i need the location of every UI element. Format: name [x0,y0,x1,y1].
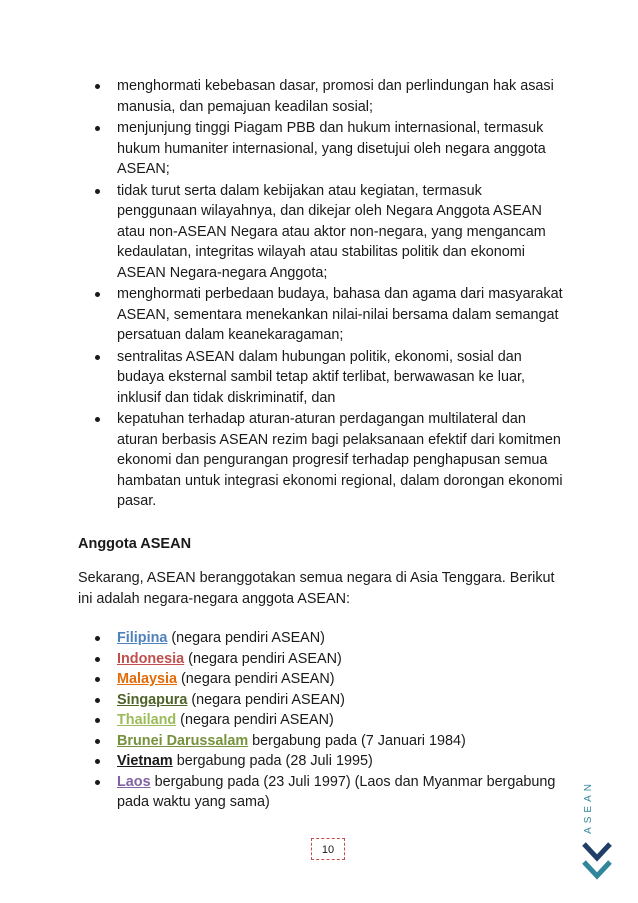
country-link-thailand[interactable]: Thailand [117,712,177,728]
list-item-text: menghormati perbedaan budaya, bahasa dan agama dari masyarakat ASEAN, sementara menekankan nilai-nilai bersama dalam semangat persatuan dalam keanekaragaman; [117,286,563,343]
country-link-indonesia[interactable]: Indonesia [117,650,185,667]
member-note: (negara pendiri ASEAN) [187,691,345,708]
principles-list [83,76,563,513]
list-item-text: sentralitas ASEAN dalam hubungan politik, ekonomi, sosial dan budaya eksternal sambil tetap aktif terlibat, berwawasan ke luar, inklusif dan tidak diskriminatif, dan [117,348,525,406]
member-item [83,710,563,731]
bullet-icon [95,417,100,422]
double-chevron-down-icon [581,840,613,884]
bullet-icon [95,636,100,641]
member-item [83,628,563,649]
list-item [83,76,563,117]
bullet-icon [95,759,100,764]
bullet-icon [95,84,100,89]
list-item [83,347,563,409]
country-link-vietnam[interactable]: Vietnam [117,753,173,769]
member-item [83,772,563,813]
list-item [83,409,563,512]
member-note: bergabung pada (7 Januari 1984) [248,732,466,749]
bullet-icon [95,718,100,723]
member-item [83,731,563,752]
members-list [83,628,563,813]
country-link-singapura[interactable]: Singapura [117,691,188,708]
bullet-icon [95,780,100,785]
member-note: (negara pendiri ASEAN) [167,630,325,646]
section-heading: Anggota ASEAN [78,536,192,552]
country-link-filipina[interactable]: Filipina [117,630,168,646]
list-item-text: kepatuhan terhadap aturan-aturan perdagangan multilateral dan aturan berbasis ASEAN rezim bagi pelaksanaan efektif dari komitmen ekonomi dan pengurangan progresif terhadap penghapusan semua hambatan untuk integrasi ekonomi regional, dalam dorongan ekonomi pasar. [117,411,563,509]
member-note: (negara pendiri ASEAN) [184,650,342,667]
list-item-text: menjunjung tinggi Piagam PBB dan hukum internasional, termasuk hukum humaniter internasional, yang disetujui oleh negara anggota ASEAN; [117,120,546,177]
intro-paragraph: Sekarang, ASEAN beranggotakan semua negara di Asia Tenggara. Berikut ini adalah negara-negara anggota ASEAN: [78,570,555,607]
country-link-laos[interactable]: Laos [117,773,151,790]
country-link-brunei[interactable]: Brunei Darussalam [117,732,249,749]
bullet-icon [95,126,100,131]
list-item [83,181,563,284]
bullet-icon [95,698,100,703]
page-number: 10 [311,838,345,860]
member-note: bergabung pada (23 Juli 1997) (Laos dan Myanmar bergabung pada waktu yang sama) [117,773,556,810]
bullet-icon [95,292,100,297]
side-label: ASEAN [583,780,594,834]
member-item [83,649,563,670]
member-note: (negara pendiri ASEAN) [177,671,335,687]
list-item [83,118,563,180]
bullet-icon [95,677,100,682]
member-note: bergabung pada (28 Juli 1995) [172,753,373,769]
bullet-icon [95,355,100,360]
country-link-malaysia[interactable]: Malaysia [117,671,178,687]
bullet-icon [95,189,100,194]
member-item [83,669,563,690]
bullet-icon [95,739,100,744]
member-item [83,751,563,772]
member-item [83,690,563,711]
member-note: (negara pendiri ASEAN) [176,712,334,728]
bullet-icon [95,657,100,662]
list-item-text: tidak turut serta dalam kebijakan atau kegiatan, termasuk penggunaan wilayahnya, dan dikejar oleh Negara Anggota ASEAN atau non-ASEAN Negara atau aktor non-negara, yang mengancam kedaulatan, integritas wilayah atau stabilitas politik dan ekonomi ASEAN Negara-negara Anggota; [117,182,546,281]
list-item [83,284,563,346]
list-item-text: menghormati kebebasan dasar, promosi dan perlindungan hak asasi manusia, dan pemajuan keadilan sosial; [117,78,554,115]
